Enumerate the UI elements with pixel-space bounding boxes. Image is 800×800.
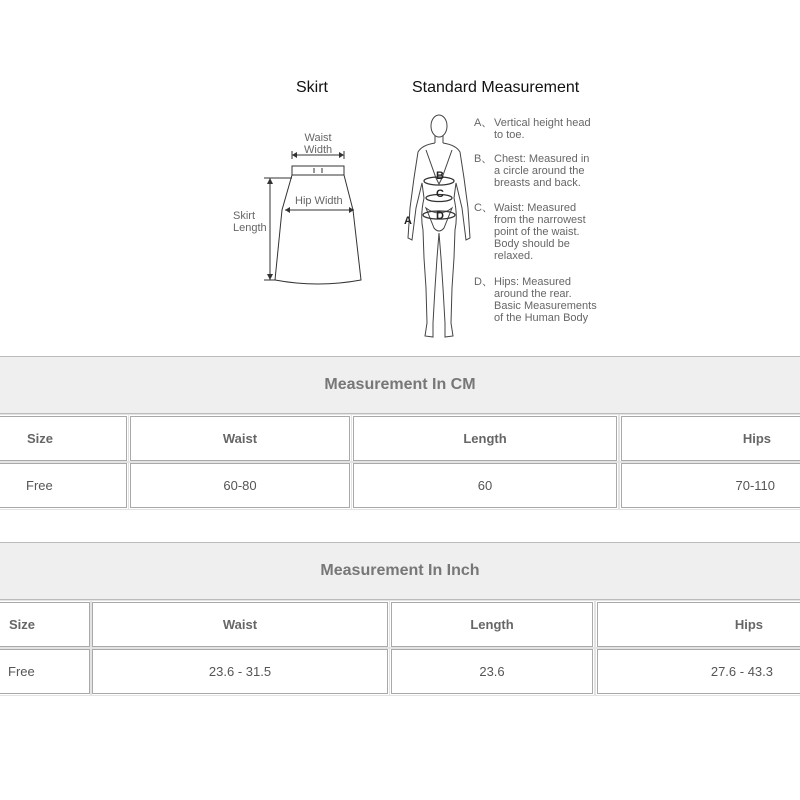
skirt-length-label: Skirt Length	[233, 210, 267, 234]
table-inch-header-waist: Waist	[92, 602, 388, 647]
table-cm-header-hips: Hips	[621, 416, 800, 461]
body-letter-a: A	[404, 215, 412, 227]
table-cm-cell-length: 60	[353, 463, 617, 508]
table-inch-header-hips: Hips	[597, 602, 800, 647]
legend-letter: C、	[474, 202, 493, 214]
table-cm-header-size: Size	[0, 416, 127, 461]
table-cm-cell-size: Free	[0, 463, 127, 508]
table-inch-cell-hips: 27.6 - 43.3	[597, 649, 800, 694]
legend-item-c	[474, 202, 614, 262]
table-inch-cell-waist: 23.6 - 31.5	[92, 649, 388, 694]
legend-item-b	[474, 153, 614, 189]
table-inch-cell-size: Free	[0, 649, 90, 694]
legend-text: Chest: Measured in a circle around the breasts and back.	[494, 153, 590, 189]
table-inch-cell-length: 23.6	[391, 649, 593, 694]
legend-item-a	[474, 117, 614, 141]
table-cm-cell-waist: 60-80	[130, 463, 350, 508]
table-cm-header-length: Length	[353, 416, 617, 461]
hip-width-label: Hip Width	[295, 195, 343, 207]
legend-letter: A、	[474, 117, 493, 129]
legend-text: Waist: Measured from the narrowest point of the waist. Body should be relaxed.	[494, 202, 586, 262]
table-inch-header-size: Size	[0, 602, 90, 647]
body-letter-b: B	[436, 170, 444, 182]
body-figure	[400, 108, 480, 348]
standard-measurement-title: Standard Measurement	[412, 79, 580, 96]
body-letter-c: C	[436, 188, 444, 200]
legend-text: Hips: Measured around the rear. Basic Measurements of the Human Body	[494, 276, 597, 324]
body-letter-d: D	[436, 210, 444, 222]
skirt-shape	[275, 175, 361, 284]
legend-letter: B、	[474, 153, 493, 165]
table-inch-header-length: Length	[391, 602, 593, 647]
table-cm-cell-hips: 70-110	[621, 463, 800, 508]
table-cm-title: Measurement In CM	[0, 356, 800, 414]
legend-letter: D、	[474, 276, 493, 288]
waist-width-label: Waist Width	[304, 132, 333, 156]
head-shape	[431, 115, 447, 137]
skirt-title: Skirt	[296, 79, 328, 96]
table-inch-title: Measurement In Inch	[0, 542, 800, 600]
table-cm-header-waist: Waist	[130, 416, 350, 461]
legend-text: Vertical height head to toe.	[494, 117, 591, 141]
skirt-waistband	[292, 166, 344, 175]
legend-item-d	[474, 276, 614, 324]
